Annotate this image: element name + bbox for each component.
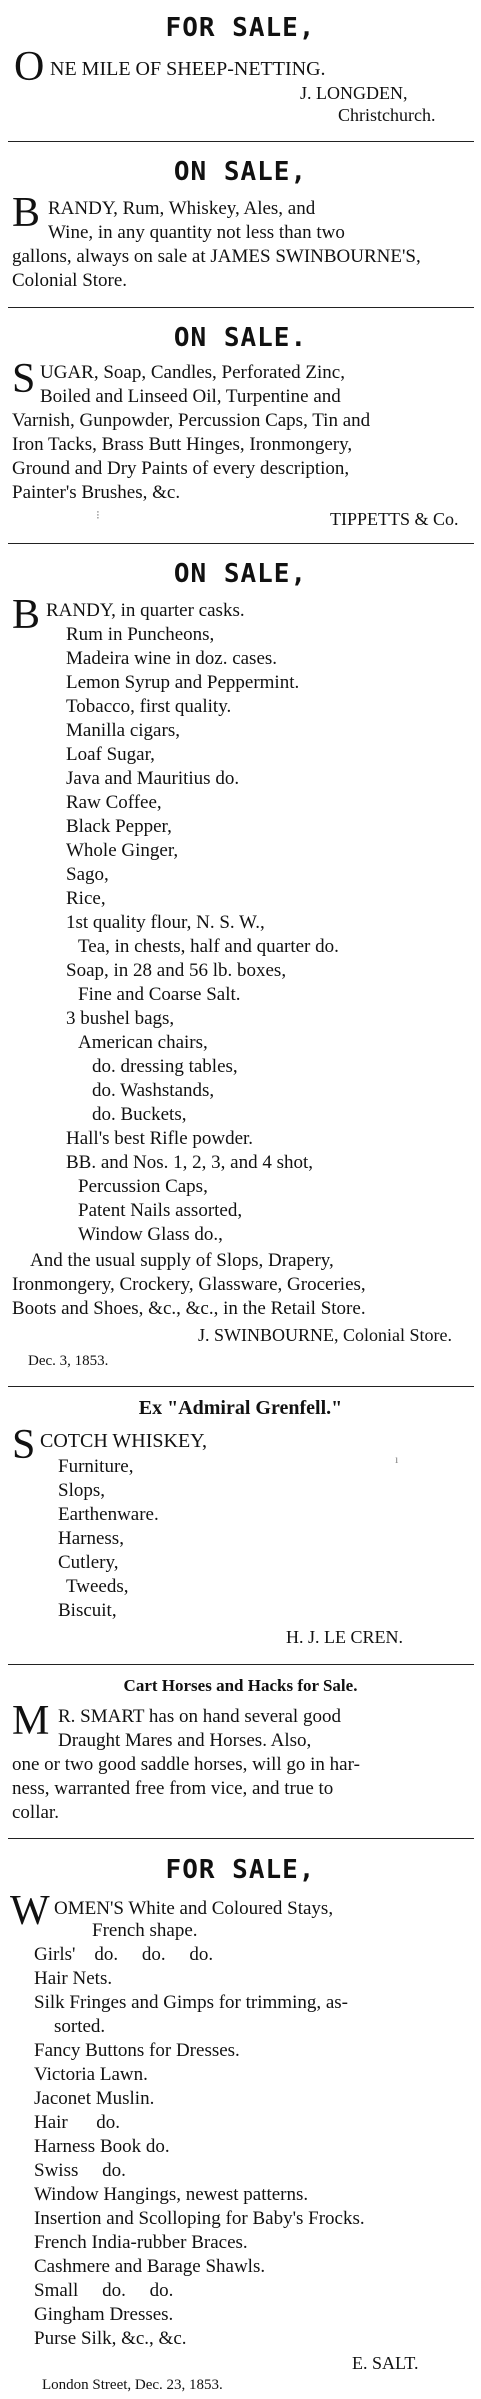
ad-text-line: Boots and Shoes, &c., &c., in the Retail Store. (12, 1298, 366, 1319)
signature-name: J. SWINBOURNE, Colonial Store. (198, 1325, 452, 1345)
item-line: Loaf Sugar, (66, 744, 155, 765)
heading-on-sale-2: ON SALE. (173, 323, 308, 353)
ad-text-line: Painter's Brushes, &c. (12, 482, 181, 503)
item-line: American chairs, (78, 1032, 208, 1053)
ad-text-line: R. SMART has on hand several good (58, 1706, 341, 1727)
item-line: Tweeds, (66, 1576, 129, 1597)
dropcap: S (12, 356, 36, 402)
item-line: Harness Book do. (34, 2136, 170, 2157)
item-line: sorted. (54, 2016, 106, 2037)
ad-text-line: ness, warranted free from vice, and true to (12, 1778, 334, 1799)
item-line: Rum in Puncheons, (66, 624, 215, 645)
item-line: Victoria Lawn. (34, 2064, 148, 2085)
heading-for-sale-2: FOR SALE, (165, 1855, 316, 1885)
signature-name: E. SALT. (352, 2353, 419, 2373)
item-line: Raw Coffee, (66, 792, 162, 813)
item-line: do. Buckets, (92, 1104, 187, 1125)
item-line: Hair do. (34, 2112, 121, 2133)
heading-for-sale-1: FOR SALE, (165, 13, 316, 43)
item-line: Rice, (66, 888, 106, 909)
item-line: Furniture, (58, 1456, 134, 1477)
dropcap: W (10, 1888, 50, 1934)
ad-text-line: Colonial Store. (12, 270, 128, 291)
item-line: Hall's best Rifle powder. (66, 1128, 254, 1149)
item-line: do. dressing tables, (92, 1056, 238, 1077)
dropcap: B (12, 190, 41, 236)
ad-text-line: gallons, always on sale at JAMES SWINBOURNE'S, (12, 246, 421, 267)
item-line: Window Hangings, newest patterns. (34, 2184, 309, 2205)
ad-text-line: Wine, in any quantity not less than two (48, 222, 345, 243)
item-line: Purse Silk, &c., &c. (34, 2328, 187, 2349)
item-line: Fine and Coarse Salt. (78, 984, 241, 1005)
signature-place: Christchurch. (338, 105, 436, 125)
item-line: BB. and Nos. 1, 2, 3, and 4 shot, (66, 1152, 313, 1173)
item-line: Jaconet Muslin. (34, 2088, 155, 2109)
dropcap: S (12, 1422, 36, 1468)
item-line: Hair Nets. (34, 1968, 113, 1989)
item-line: Harness, (58, 1528, 124, 1549)
ad-text-line: UGAR, Soap, Candles, Perforated Zinc, (40, 362, 345, 383)
heading-cart-horses: Cart Horses and Hacks for Sale. (123, 1676, 358, 1695)
item-line: French India-rubber Braces. (34, 2232, 248, 2253)
item-line: Java and Mauritius do. (66, 768, 240, 789)
column-rule (8, 1664, 474, 1665)
item-line: Fancy Buttons for Dresses. (34, 2040, 240, 2061)
item-line: Lemon Syrup and Peppermint. (66, 672, 300, 693)
item-line: Biscuit, (58, 1600, 117, 1621)
heading-on-sale-1: ON SALE, (173, 157, 308, 187)
ad-text-line: Varnish, Gunpowder, Percussion Caps, Tin and (12, 410, 371, 431)
ad-text-line: COTCH WHISKEY, (40, 1430, 208, 1452)
item-line: Tobacco, first quality. (66, 696, 232, 717)
item-line: Soap, in 28 and 56 lb. boxes, (66, 960, 287, 981)
item-line: 1st quality flour, N. S. W., (66, 912, 265, 933)
ad-text-line: Iron Tacks, Brass Butt Hinges, Ironmongery, (12, 434, 353, 455)
column-rule (8, 307, 474, 308)
ink-specks: ⁝ (96, 508, 100, 522)
item-line: Earthenware. (58, 1504, 159, 1525)
item-line: Gingham Dresses. (34, 2304, 174, 2325)
ad-text-line: RANDY, Rum, Whiskey, Ales, and (48, 198, 316, 219)
item-line: do. Washstands, (92, 1080, 215, 1101)
ad-date: London Street, Dec. 23, 1853. (42, 2377, 223, 2393)
column-rule (8, 1386, 474, 1387)
item-line: Patent Nails assorted, (78, 1200, 243, 1221)
ad-text-line: Ground and Dry Paints of every description, (12, 458, 350, 479)
column-rule (8, 543, 474, 544)
item-line: Tea, in chests, half and quarter do. (78, 936, 339, 957)
column-rule (8, 141, 474, 142)
item-line: Silk Fringes and Gimps for trimming, as- (34, 1992, 349, 2013)
dropcap: O (14, 44, 45, 90)
item-line: 3 bushel bags, (66, 1008, 175, 1029)
item-line: Cashmere and Barage Shawls. (34, 2256, 266, 2277)
signature-name: TIPPETTS & Co. (330, 509, 459, 529)
item-line: Girls' do. do. do. (34, 1944, 214, 1965)
heading-on-sale-3: ON SALE, (173, 559, 308, 589)
dropcap: M (12, 1698, 50, 1744)
ad-text-line: Draught Mares and Horses. Also, (58, 1730, 312, 1751)
ad-text-line: collar. (12, 1802, 59, 1823)
item-line: Black Pepper, (66, 816, 172, 837)
dropcap: B (12, 592, 41, 638)
item-line: French shape. (92, 1920, 198, 1941)
signature-name: H. J. LE CREN. (286, 1627, 403, 1647)
ad-text-line: Ironmongery, Crockery, Glassware, Groceries, (12, 1274, 366, 1295)
column-rule (8, 1838, 474, 1839)
item-line: Cutlery, (58, 1552, 119, 1573)
item-line: Percussion Caps, (78, 1176, 208, 1197)
ad-date: Dec. 3, 1853. (28, 1353, 109, 1369)
signature-name: J. LONGDEN, (300, 83, 408, 103)
item-line: Window Glass do., (78, 1224, 223, 1245)
heading-ship-arrival: Ex "Admiral Grenfell." (138, 1397, 343, 1419)
ad-text-line: Boiled and Linseed Oil, Turpentine and (40, 386, 341, 407)
item-line: Sago, (66, 864, 109, 885)
item-line: Insertion and Scolloping for Baby's Frocks. (34, 2208, 365, 2229)
ink-specks: ı (395, 1452, 399, 1466)
item-line: Madeira wine in doz. cases. (66, 648, 278, 669)
ad-text-line: NE MILE OF SHEEP-NETTING. (50, 58, 326, 80)
item-line: Slops, (58, 1480, 105, 1501)
ad-text-line: one or two good saddle horses, will go in har- (12, 1754, 360, 1775)
item-line: Whole Ginger, (66, 840, 179, 861)
ad-text-line: OMEN'S White and Coloured Stays, (54, 1898, 334, 1919)
item-line: Manilla cigars, (66, 720, 180, 741)
ad-text-line: And the usual supply of Slops, Drapery, (30, 1250, 334, 1271)
ad-text-line: RANDY, in quarter casks. (46, 600, 245, 621)
item-line: Swiss do. (34, 2160, 126, 2181)
item-line: Small do. do. (34, 2280, 174, 2301)
